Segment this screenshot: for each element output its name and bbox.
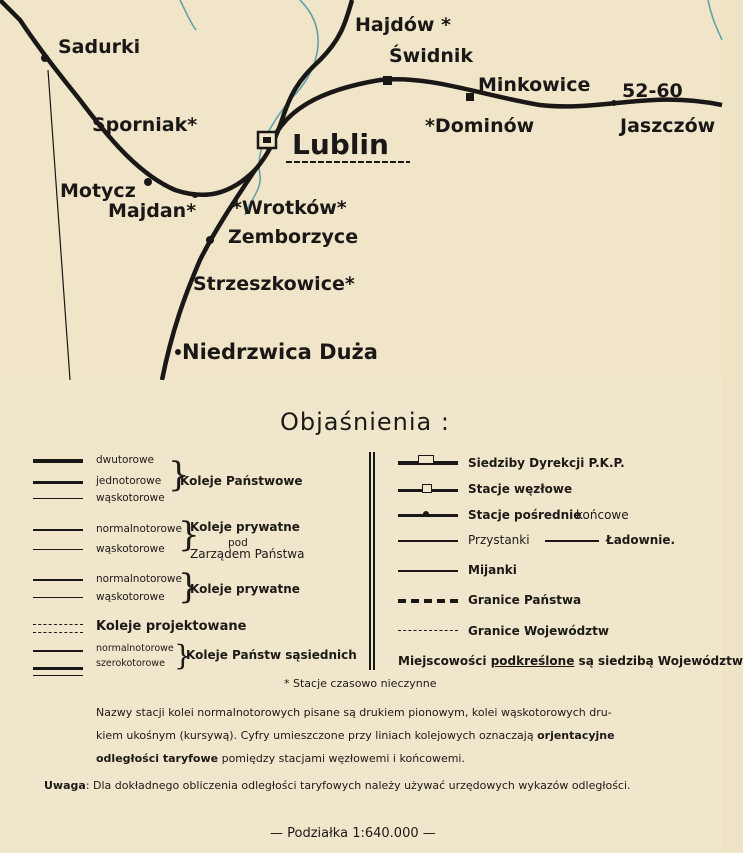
sym-ladownie bbox=[545, 540, 599, 542]
legend-title: Objaśnienia : bbox=[280, 408, 450, 436]
station-majdan: Majdan* bbox=[108, 200, 197, 222]
label-szerokotorowe: szerokotorowe bbox=[96, 658, 165, 669]
text: Miejscowości bbox=[398, 654, 487, 668]
station-dominow: *Dominów bbox=[425, 115, 535, 137]
label-jednotorowe: jednotorowe bbox=[96, 475, 162, 487]
label-koleje-panstwowe: Koleje Państwowe bbox=[180, 474, 303, 488]
label-koleje-sasiednich: Koleje Państw sąsiednich bbox=[186, 648, 357, 662]
label-granice-wojewodztw: Granice Województw bbox=[468, 624, 609, 638]
brace: } bbox=[178, 515, 200, 555]
label-pod: pod bbox=[228, 537, 248, 549]
sym-dyrekcji-box bbox=[418, 455, 434, 464]
station-sporniak: Sporniak* bbox=[92, 114, 198, 136]
line-sasiednich-szeroko bbox=[33, 667, 83, 670]
label-normalnotorowe: normalnotorowe bbox=[96, 643, 174, 654]
line-sasiednich bbox=[33, 650, 83, 652]
text-bold: orjentacyjne bbox=[537, 729, 615, 742]
sym-granice-panstwa bbox=[398, 599, 458, 603]
label-waskotorowe: wąskotorowe bbox=[96, 543, 165, 555]
label-przystanki: Przystanki bbox=[468, 533, 530, 547]
label-wezlowe: Stacje węzłowe bbox=[468, 482, 573, 496]
station-niedrzwica: Niedrzwica Duża bbox=[182, 340, 378, 364]
text: : Dla dokładnego obliczenia odległości taryfowych należy używać urzędowych wykazów odległości. bbox=[85, 779, 631, 792]
line-jednotorowe bbox=[33, 481, 83, 484]
station-sadurki: Sadurki bbox=[58, 36, 141, 58]
label-dwutorowe: dwutorowe bbox=[96, 454, 155, 466]
label-posrednie: Stacje pośrednie bbox=[468, 508, 582, 522]
scale-label: — Podziałka 1:640.000 — bbox=[270, 826, 436, 841]
line-prywatne-normal bbox=[33, 529, 83, 531]
label-dyrekcji: Siedziby Dyrekcji P.K.P. bbox=[468, 456, 625, 470]
label-koncowe: końcowe bbox=[576, 508, 629, 522]
label-koleje-prywatne: Koleje prywatne bbox=[190, 520, 300, 534]
note-line1: Nazwy stacji kolei normalnotorowych pisane są drukiem pionowym, kolei wąskotorowych dru- bbox=[96, 706, 612, 719]
station-jaszczow: Jaszczów bbox=[620, 115, 716, 137]
sym-mijanki bbox=[398, 570, 458, 572]
text: są siedzibą Województw bbox=[578, 654, 743, 668]
label-mijanki: Mijanki bbox=[468, 563, 517, 577]
railway-map[interactable] bbox=[0, 0, 722, 380]
note-czasowo: * Stacje czasowo nieczynne bbox=[284, 677, 437, 690]
station-minkowice: Minkowice bbox=[478, 74, 591, 96]
brace: } bbox=[178, 567, 200, 607]
label-normalnotorowe: normalnotorowe bbox=[96, 523, 182, 535]
label-koleje-prywatne-2: Koleje prywatne bbox=[190, 582, 300, 596]
distance-label: 52-60 bbox=[622, 80, 683, 102]
station-wrotkow: *Wrotków* bbox=[232, 197, 347, 219]
text-bold: odległości taryfowe bbox=[96, 752, 219, 765]
line-koleje-prywatne-normal bbox=[33, 579, 83, 581]
sym-granice-wojewodztw bbox=[398, 630, 458, 631]
sym-wezlowe-box bbox=[422, 484, 432, 493]
station-motycz: Motycz bbox=[60, 180, 136, 202]
line-prywatne-wasko bbox=[33, 549, 83, 550]
label-waskotorowe: wąskotorowe bbox=[96, 591, 165, 603]
label-waskotorowe: wąskotorowe bbox=[96, 492, 165, 504]
text: kiem ukośnym (kursywą). Cyfry umieszczone przy liniach kolejowych oznaczają bbox=[96, 729, 534, 742]
note-uwaga bbox=[44, 779, 631, 792]
text: pomiędzy stacjami węzłowemi i końcowemi. bbox=[221, 752, 465, 765]
divider bbox=[369, 452, 371, 670]
station-hajdow: Hajdów * bbox=[355, 14, 451, 36]
station-lublin: Lublin bbox=[292, 128, 389, 161]
brace: } bbox=[174, 639, 192, 672]
label-zarzadem: Zarządem Państwa bbox=[190, 547, 305, 561]
line-waskotorowe bbox=[33, 498, 83, 499]
station-zemborzyce: Zemborzyce bbox=[228, 226, 359, 248]
text-bold: Uwaga bbox=[44, 779, 86, 792]
label-miejscowosci bbox=[398, 654, 743, 668]
brace: } bbox=[168, 455, 190, 495]
line-koleje-prywatne-wasko bbox=[33, 597, 83, 598]
text-underlined: podkreślone bbox=[490, 654, 575, 668]
label-koleje-projektowane: Koleje projektowane bbox=[96, 619, 247, 634]
label-normalnotorowe: normalnotorowe bbox=[96, 573, 182, 585]
station-swidnik: Świdnik bbox=[389, 45, 474, 67]
divider bbox=[373, 452, 375, 670]
line-projektowane bbox=[33, 624, 83, 625]
note-line3 bbox=[96, 752, 465, 765]
station-strzeszkowice: Strzeszkowice* bbox=[193, 273, 355, 295]
line-projektowane bbox=[33, 632, 83, 633]
note-line2 bbox=[96, 729, 615, 742]
sym-przystanki bbox=[398, 540, 458, 542]
label-granice-panstwa: Granice Państwa bbox=[468, 593, 582, 607]
sym-posrednie-dot bbox=[423, 511, 429, 517]
label-ladownie: Ładownie. bbox=[606, 533, 676, 547]
line-sasiednich bbox=[33, 675, 83, 676]
line-dwutorowe bbox=[33, 459, 83, 463]
